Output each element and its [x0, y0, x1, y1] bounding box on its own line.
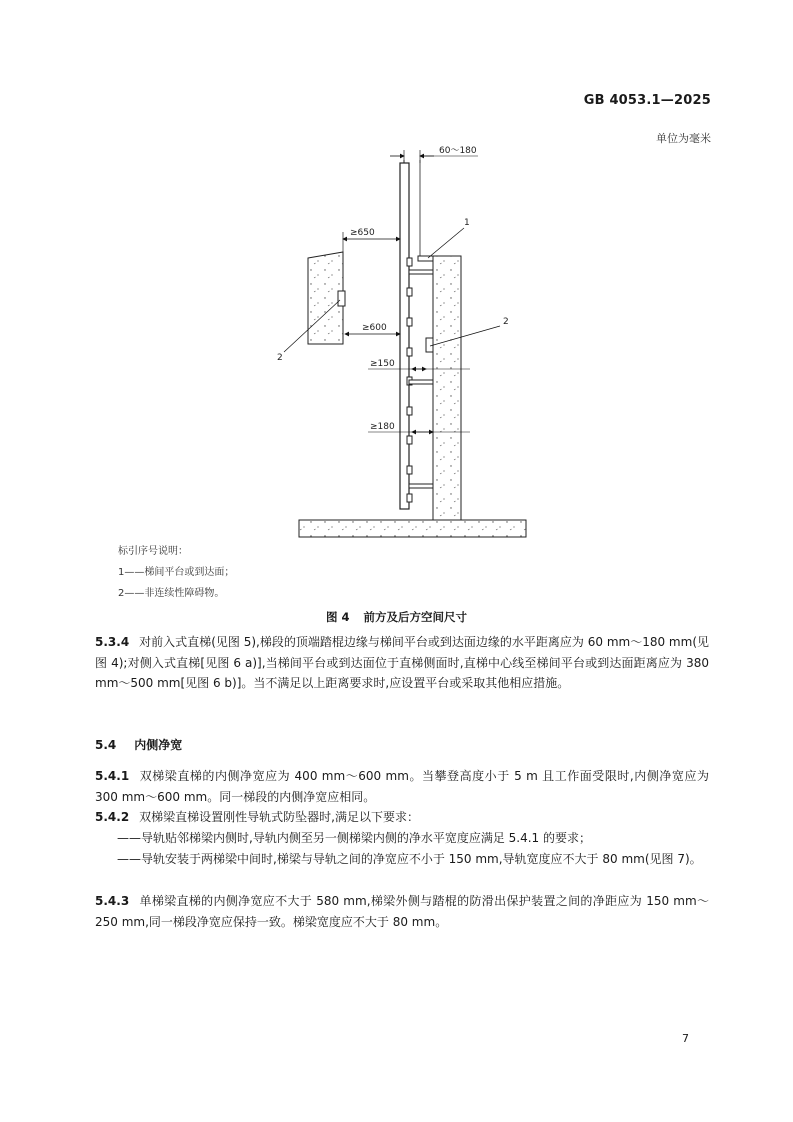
clause-5-3-4: [95, 632, 709, 694]
clause-5-4-1: [95, 766, 709, 807]
figure-title: 前方及后方空间尺寸: [363, 610, 467, 624]
standard-code: GB 4053.1—2025: [583, 93, 711, 108]
right-obstacle: [426, 338, 433, 352]
clause-number: 5.3.4: [95, 635, 130, 649]
clause-text: 单梯梁直梯的内侧净宽应不大于 580 mm,梯梁外侧与踏棍的防滑出保护装置之间的净距应为 150 mm～250 mm,同一梯段净宽应保持一致。梯梁宽度应不大于 80 mm。: [95, 894, 709, 929]
callout-2-right: 2: [503, 317, 509, 327]
label-150: ≥150: [370, 359, 395, 369]
label-650: ≥650: [350, 228, 375, 238]
clause-5-4-2-item-2: ——导轨安装于两梯梁中间时,梯梁与导轨之间的净宽应不小于 150 mm,导轨宽度应不大于 80 mm(见图 7)。: [117, 852, 702, 866]
clause-text: 双梯梁直梯设置刚性导轨式防坠器时,满足以下要求：: [139, 810, 419, 824]
clause-number: 5.4.3: [95, 894, 130, 908]
callout-1: 1: [464, 218, 470, 228]
clause-number: 5.4.1: [95, 769, 130, 783]
ladder-stile: [400, 160, 409, 509]
clause-5-4-2: [95, 807, 709, 828]
page-number: 7: [682, 1032, 689, 1045]
clause-text: 双梯梁直梯的内侧净宽应为 400 mm～600 mm。当攀登高度小于 5 m 且工作面受限时,内侧净宽应为 300 mm～600 mm。同一梯段的内侧净宽应相同。: [95, 769, 709, 804]
section-5-4-title: [95, 736, 182, 753]
label-600: ≥600: [362, 323, 387, 333]
figure-caption: [0, 609, 793, 625]
legend-item-2: 2——非连续性障碍物。: [118, 588, 225, 599]
clause-5-4-2-item-1: ——导轨贴邻梯梁内侧时,导轨内侧至另一侧梯梁内侧的净水平宽度应满足 5.4.1 的要求；: [117, 831, 591, 845]
wall-brackets: [409, 160, 433, 488]
legend-item-1: 1——梯间平台或到达面；: [118, 567, 235, 578]
legend-title: 标引序号说明：: [118, 546, 188, 557]
callout-2-left: 2: [277, 353, 283, 363]
left-obstacle-block: [308, 252, 345, 344]
clause-5-4-3: [95, 891, 709, 932]
figure-number: 图 4: [325, 610, 350, 624]
section-title-text: 内侧净宽: [134, 738, 183, 752]
figure-legend: [118, 541, 234, 604]
label-180: ≥180: [370, 422, 395, 432]
clause-number: 5.4.2: [95, 810, 130, 824]
landing-platform: [418, 256, 433, 261]
section-number: 5.4: [95, 738, 117, 752]
unit-note: 单位为毫米: [656, 132, 711, 145]
ground-slab: [299, 520, 526, 537]
callout-1-leader: [428, 228, 464, 258]
label-60-180: 60～180: [439, 146, 477, 156]
right-wall: [433, 256, 461, 520]
clause-text: 对前入式直梯(见图 5),梯段的顶端踏棍边缘与梯间平台或到达面边缘的水平距离应为 60 mm～180 mm(见图 4);对侧入式直梯[见图 6 a)],当梯间平台或到达面位于直梯侧面时,直梯中心线至梯间平台或到达面距离应为 380 mm～500 mm[见图 6 b)]。当不满足以上距离要求时,应设置平台或采取其他相应措施。: [95, 635, 710, 690]
